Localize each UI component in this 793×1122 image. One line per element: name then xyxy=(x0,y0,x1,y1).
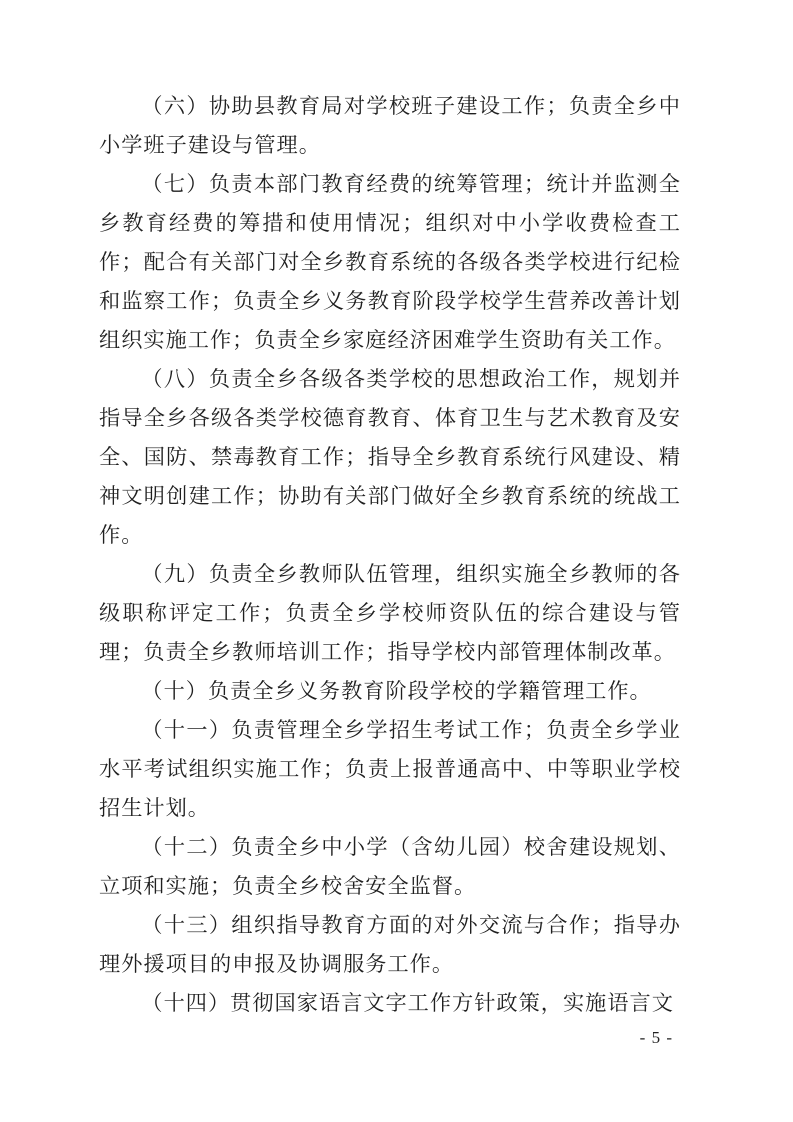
paragraph-clause-9: （九）负责全乡教师队伍管理，组织实施全乡教师的各级职称评定工作；负责全乡学校师资队伍的综合建设与管理；负责全乡教师培训工作；指导学校内部管理体制改革。 xyxy=(99,561,681,664)
paragraph-clause-13: （十三）组织指导教育方面的对外交流与合作；指导办理外援项目的申报及协调服务工作。 xyxy=(99,912,681,976)
paragraph-clause-8: （八）负责全乡各级各类学校的思想政治工作，规划并指导全乡各级各类学校德育教育、体育卫生与艺术教育及安全、国防、禁毒教育工作；指导全乡教育系统行风建设、精神文明创建工作；协助有关部门做好全乡教育系统的统战工作。 xyxy=(99,366,681,547)
paragraph-clause-12: （十二）负责全乡中小学（含幼儿园）校舍建设规划、立项和实施；负责全乡校舍安全监督。 xyxy=(99,834,681,898)
paragraph-clause-14: （十四）贯彻国家语言文字工作方针政策，实施语言文 xyxy=(141,990,674,1015)
paragraph-clause-10: （十）负责全乡义务教育阶段学校的学籍管理工作。 xyxy=(141,678,652,703)
paragraph-clause-11: （十一）负责管理全乡学招生考试工作；负责全乡学业水平考试组织实施工作；负责上报普通高中、中等职业学校招生计划。 xyxy=(99,717,681,820)
paragraph-clause-7: （七）负责本部门教育经费的统筹管理；统计并监测全乡教育经费的筹措和使用情况；组织对中小学收费检查工作；配合有关部门对全乡教育系统的各级各类学校进行纪检和监察工作；负责全乡义务教育阶段学校学生营养改善计划组织实施工作；负责全乡家庭经济困难学生资助有关工作。 xyxy=(99,171,681,352)
page-number: - 5 - xyxy=(639,1028,673,1047)
document-body xyxy=(99,86,681,1022)
paragraph-clause-6: （六）协助县教育局对学校班子建设工作；负责全乡中小学班子建设与管理。 xyxy=(99,93,681,157)
